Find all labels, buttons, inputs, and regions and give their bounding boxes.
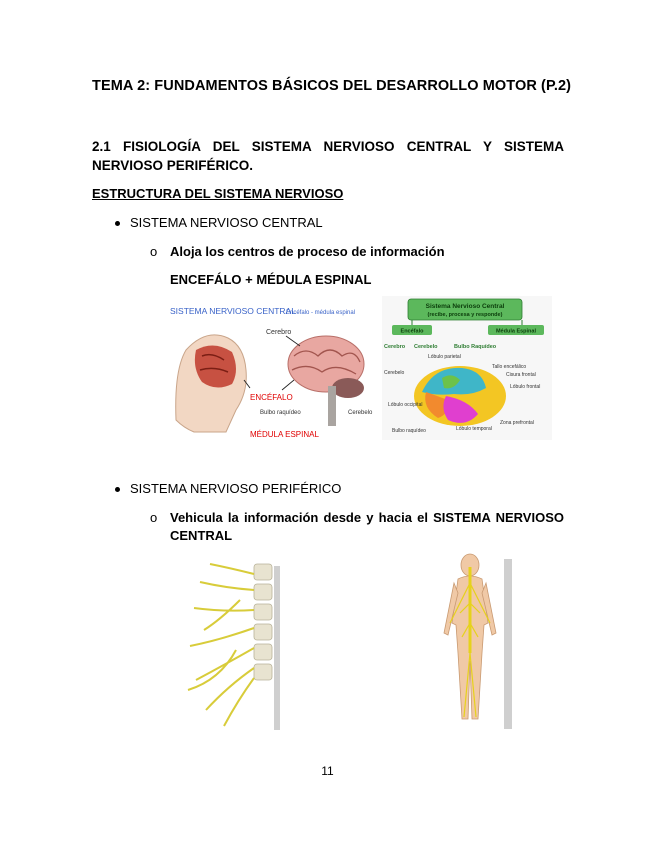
snc-brain-figure bbox=[166, 300, 376, 442]
bullet-snp-label: SISTEMA NERVIOSO PERIFÉRICO bbox=[130, 481, 342, 496]
body-nervous-system-figure bbox=[438, 553, 514, 729]
diagram-bulbo: Bulbo Raquídeo bbox=[454, 344, 497, 350]
bl-temporal: Lóbulo temporal bbox=[456, 426, 492, 432]
diagram-top-line2: (recibe, procesa y responde) bbox=[427, 312, 503, 318]
diagram-medula: Médula Espinal bbox=[495, 328, 537, 335]
bl-cerebelo: Cerebelo bbox=[384, 370, 405, 376]
sub-bullet-marker: o bbox=[150, 510, 158, 525]
bl-zona: Zona prefrontal bbox=[500, 420, 534, 426]
page-number: 11 bbox=[321, 764, 334, 778]
page-title: TEMA 2: FUNDAMENTOS BÁSICOS DEL DESARROLLO MOTOR (P.2) bbox=[92, 78, 572, 94]
bullet-snc-label: SISTEMA NERVIOSO CENTRAL bbox=[130, 215, 323, 230]
subsection-heading: ESTRUCTURA DEL SISTEMA NERVIOSO bbox=[92, 186, 344, 201]
bl-parietal: Lóbulo parietal bbox=[428, 354, 461, 360]
bl-tallo: Tallo encefálico bbox=[492, 364, 527, 370]
bl-occipital: Lóbulo occipital bbox=[388, 402, 423, 408]
snp-description-line2: CENTRAL bbox=[170, 528, 233, 543]
bullet-dot bbox=[115, 487, 120, 492]
diagram-top-line1: Sistema Nervioso Central bbox=[425, 303, 505, 310]
bullet-dot bbox=[115, 221, 120, 226]
label-cerebro: Cerebro bbox=[266, 329, 292, 336]
bl-frontal: Lóbulo frontal bbox=[510, 384, 541, 390]
label-cerebelo: Cerebelo bbox=[348, 410, 373, 416]
snc-figure-header: SISTEMA NERVIOSO CENTRAL bbox=[170, 306, 296, 316]
snc-figure-subheader: Encéfalo - médula espinal bbox=[286, 310, 356, 316]
snc-diagram-figure bbox=[382, 296, 552, 440]
spinal-nerves-figure bbox=[180, 560, 282, 730]
bl-bulbo: Bulbo raquídeo bbox=[392, 428, 426, 434]
sub-bullet-marker: o bbox=[150, 244, 158, 259]
snp-description-line1: Vehicula la información desde y hacia el SISTEMA NERVIOSO bbox=[170, 510, 564, 525]
bl-cisura: Cisura frontal bbox=[506, 372, 536, 378]
label-encefalo: ENCÉFALO bbox=[250, 393, 293, 402]
diagram-cerebelo: Cerebelo bbox=[414, 344, 438, 350]
label-medula: MÉDULA ESPINAL bbox=[250, 430, 319, 439]
diagram-cerebro: Cerebro bbox=[384, 344, 406, 350]
snc-formula: ENCEFÁLO + MÉDULA ESPINAL bbox=[170, 272, 372, 287]
diagram-encefalo: Encéfalo bbox=[400, 328, 424, 335]
label-bulbo: Bulbo raquídeo bbox=[260, 410, 301, 416]
section-heading: 2.1 FISIOLOGÍA DEL SISTEMA NERVIOSO CENTRAL Y SISTEMA NERVIOSO PERIFÉRICO. bbox=[92, 139, 564, 173]
snc-description: Aloja los centros de proceso de información bbox=[170, 244, 445, 259]
